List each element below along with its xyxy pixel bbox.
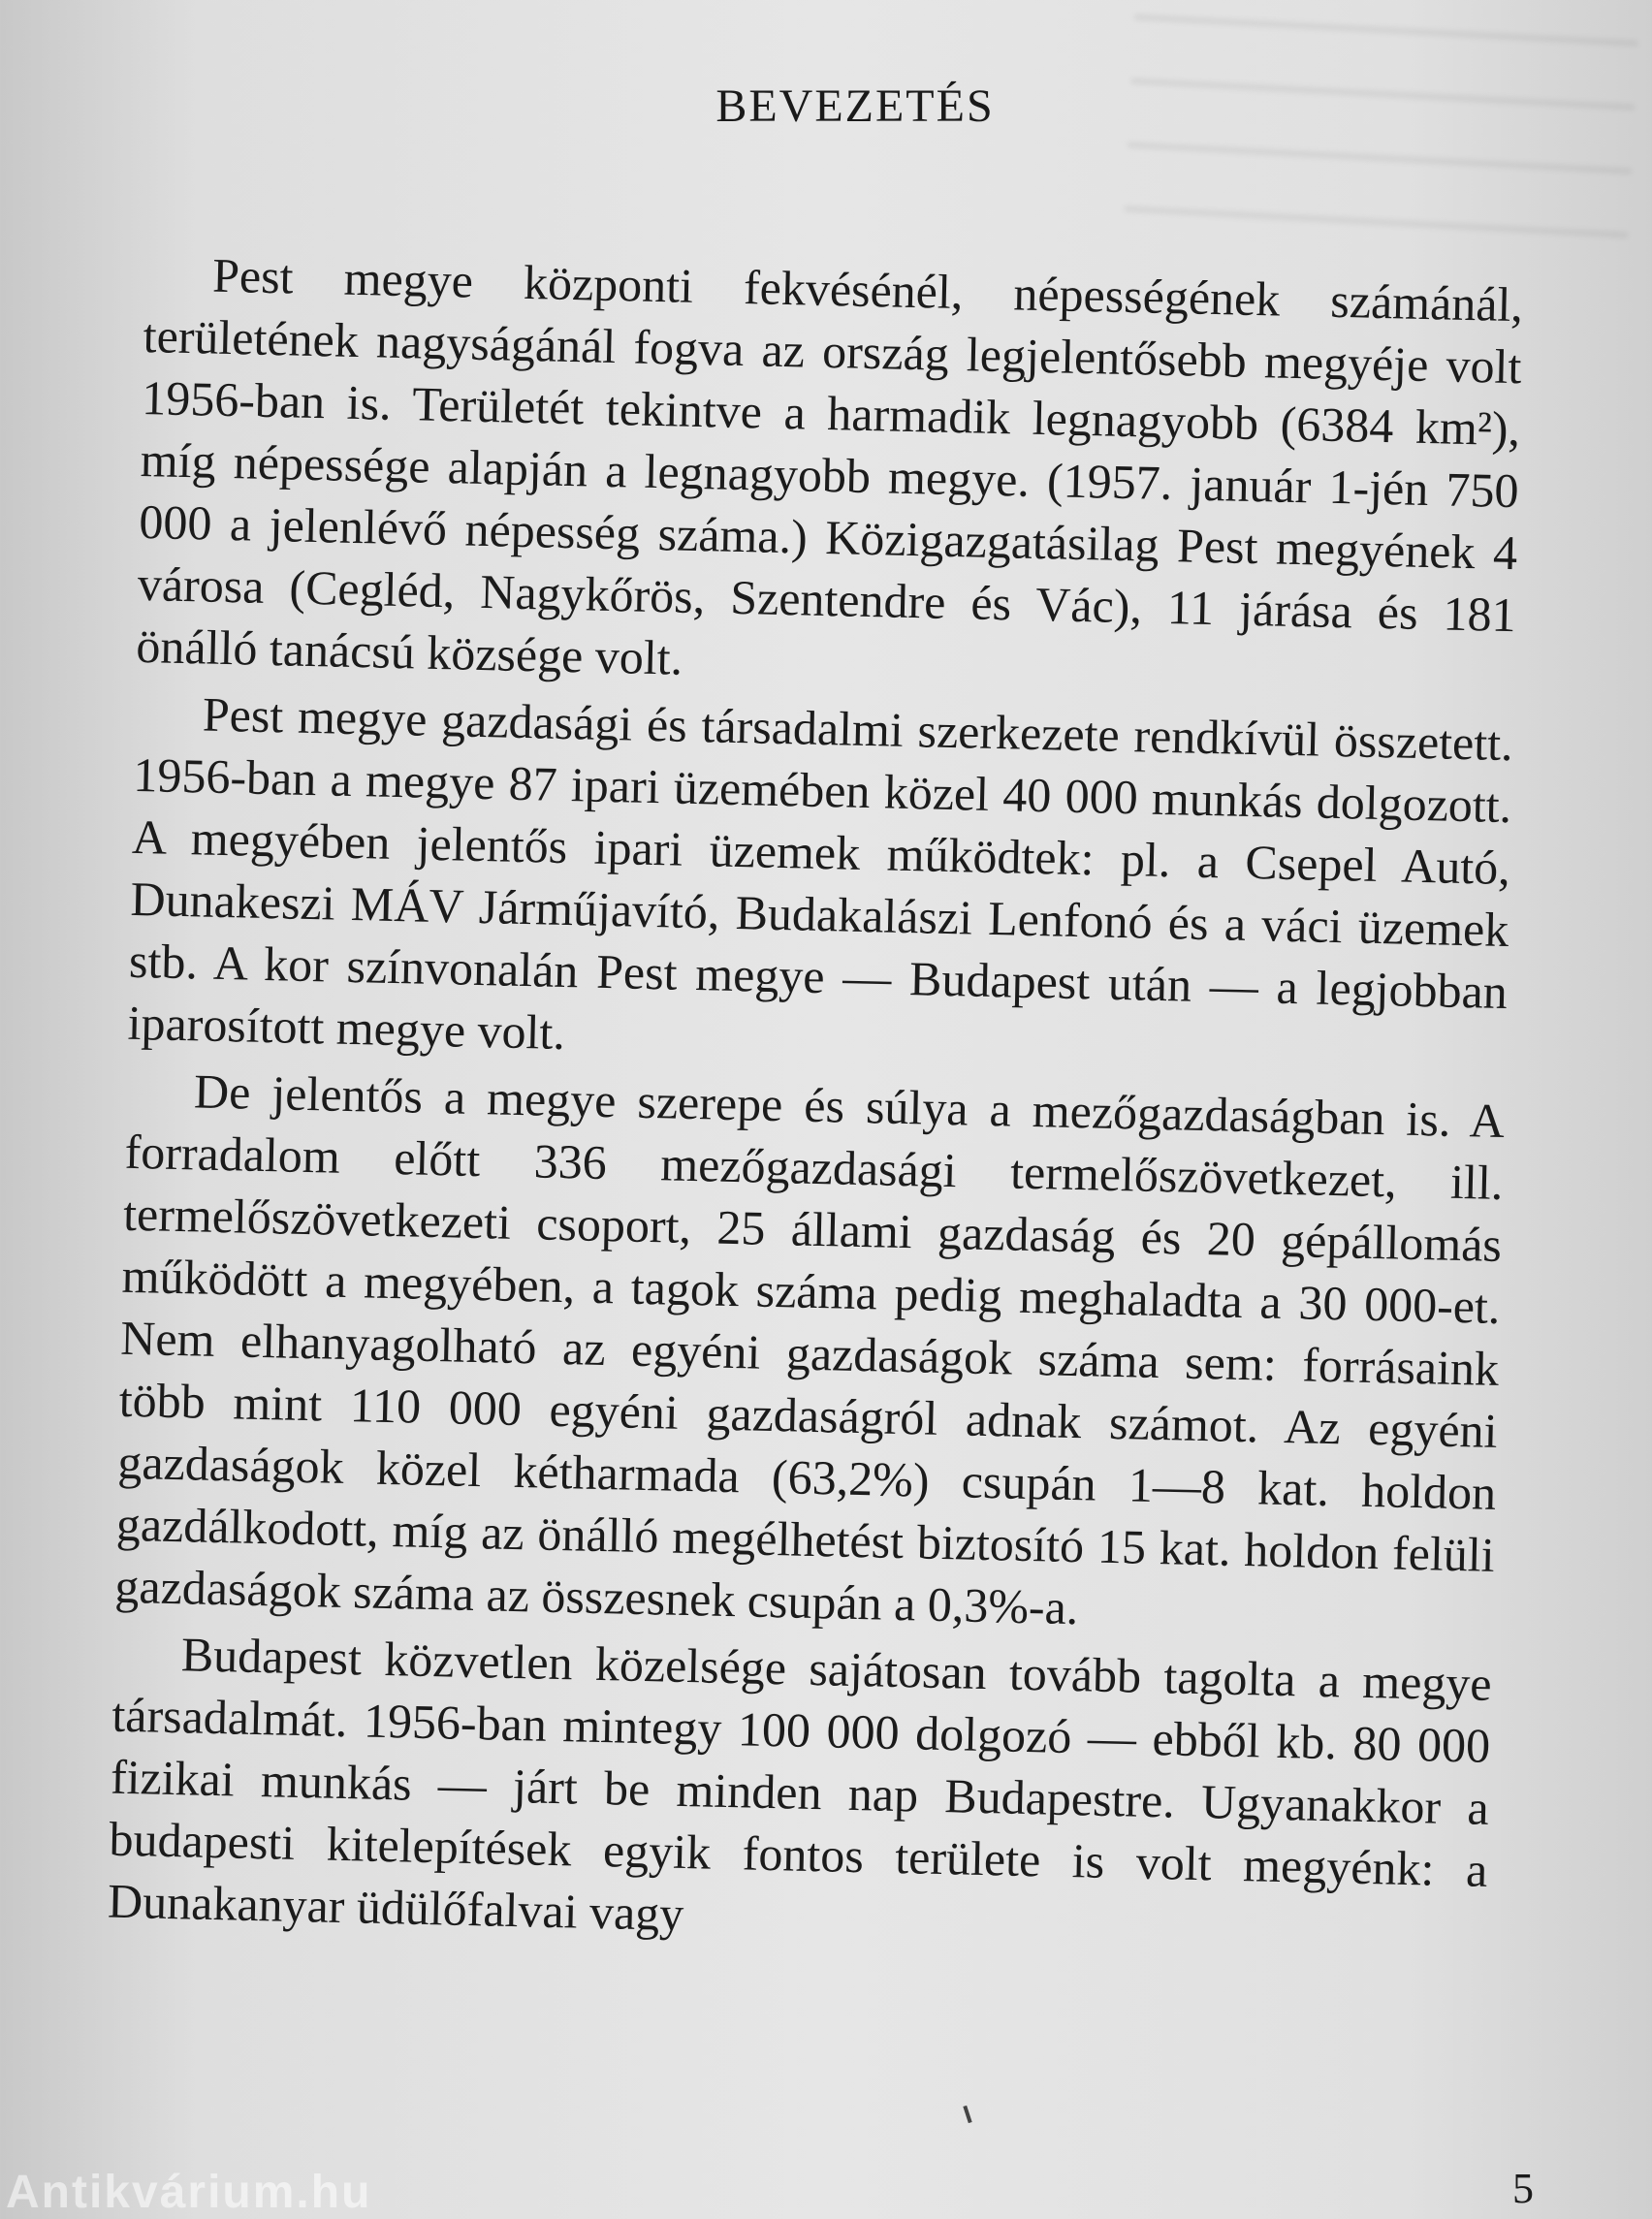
page-number: 5: [1512, 2165, 1534, 2212]
show-through-text: [1122, 0, 1640, 294]
chapter-title: BEVEZETÉS: [715, 80, 995, 132]
watermark: Antikvárium.hu: [6, 2167, 372, 2218]
ink-mark: [963, 2106, 971, 2123]
paragraph: Pest megye központi fekvésénél, népességének számánál, területének nagyságánál fogva az ország legjelentősebb megyéje volt 1956-ban is. Területét tekintve a harmadik legnagyobb (6384 km²), míg népessége alapján a legnagyobb megye. (1957. január 1-jén 750 000 a jelenlévő népesség száma.) Közigazgatásilag Pest megyének 4 városa (Cegléd, Nagykőrös, Szentendre és Vác), 11 járása és 181 önálló tanácsú községe volt.: [135, 247, 1524, 685]
body-text: [107, 242, 1523, 1968]
paragraph: Pest megye gazdasági és társadalmi szerkezete rendkívül összetett. 1956-ban a megye 87 ipari üzemében közel 40 000 munkás dolgozott. A megyében jelentős ipari üzemek működtek: pl. a Csepel Autó, Dunakeszi MÁV Járműjavító, Budakalászi Lenfonó és a váci üzemek stb. A kor színvonalán Pest megye — Budapest után — a legjobban iparosított megye volt.: [127, 686, 1514, 1061]
paragraph: De jelentős a megye szerepe és súlya a mezőgazdaságban is. A forradalom előtt 336 mezőgazdasági termelőszövetkezet, ill. termelőszövetkezeti csoport, 25 állami gazdaság és 20 gépállomás működött a megyében, a tagok száma pedig meghaladta a 30 000-et. Nem elhanyagolható az egyéni gazdaságok száma sem: forrásaink több mint 110 000 egyéni gazdaságról adnak számot. Az egyéni gazdaságok közel kétharmada (63,2%) csupán 1—8 kat. holdon gazdálkodott, míg az önálló megélhetést biztosító 15 kat. holdon felüli gazdaságok száma az összesnek csupán a 0,3%-a.: [113, 1063, 1506, 1635]
paragraph: Budapest közvetlen közelsége sajátosan tovább tagolta a megye társadalmát. 1956-ban mintegy 100 000 dolgozó — ebből kb. 80 000 fizikai munkás — járt be minden nap Budapestre. Ugyanakkor a budapesti kitelepítések egyik fontos területe is volt megyénk: a Dunakanyar üdülőfalvai vagy: [107, 1627, 1493, 1942]
